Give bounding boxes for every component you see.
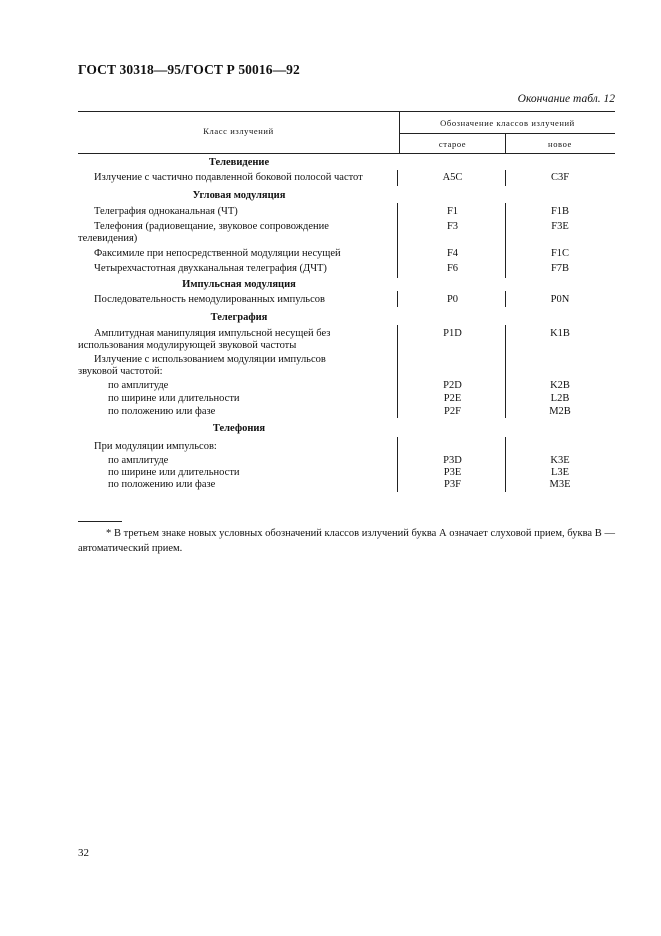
row-description: по ширине или длительности (108, 393, 240, 404)
col-separator (397, 170, 398, 186)
footnote: * В третьем знаке новых условных обозначений классов излучений буква А означает слуховой прием, буква В — автоматический прием. (78, 528, 615, 554)
row-old-code: P3E (443, 467, 462, 478)
row-description: Факсимиле при непосредственной модуляции несущей (94, 248, 341, 259)
row-description-line1: Излучение с использованием модуляции импульсов (94, 354, 326, 365)
row-old-code: P3D (443, 455, 462, 466)
row-description: по ширине или длительности (108, 467, 240, 478)
table-header-rule (78, 153, 615, 154)
row-description-line1: Телефония (радиовещание, звуковое сопровождение (94, 221, 329, 232)
row-description: по положению или фазе (108, 406, 216, 417)
row-description: по амплитуде (108, 455, 169, 466)
row-old-code: P1D (443, 328, 462, 339)
row-description-line2: телевидения) (78, 233, 138, 244)
row-old-code: P2D (443, 380, 462, 391)
row-new-code: P0N (550, 294, 570, 305)
section-heading-angle-modulation: Угловая модуляция (192, 190, 286, 201)
column-header-designation: Обозначение классов излучений (440, 118, 575, 128)
row-new-code: M3E (549, 479, 571, 490)
row-old-code: P2E (443, 393, 462, 404)
page-number: 32 (78, 847, 89, 859)
row-new-code: F7B (550, 263, 570, 274)
col-separator (397, 291, 398, 307)
row-new-code: M2B (549, 406, 571, 417)
row-description: Телеграфия одноканальная (ЧТ) (94, 206, 238, 217)
row-old-code: F1 (446, 206, 459, 217)
row-old-code: F4 (446, 248, 459, 259)
row-new-code: K2B (550, 380, 570, 391)
row-description-line2: использования модулирующей звуковой частоты (78, 340, 297, 351)
row-old-code: P0 (446, 294, 459, 305)
row-old-code: A5C (442, 172, 463, 183)
row-old-code: F3 (446, 221, 459, 232)
row-description: Излучение с частично подавленной боковой полосой частот (94, 172, 363, 183)
row-description-line1: Амплитудная манипуляция импульсной несущей без (94, 328, 331, 339)
row-description: Последовательность немодулированных импульсов (94, 294, 325, 305)
row-new-code: L3E (550, 467, 570, 478)
section-heading-telephony: Телефония (212, 423, 266, 434)
row-new-code: L2B (550, 393, 570, 404)
row-description-line2: звуковой частотой: (78, 366, 163, 377)
row-new-code: F3E (551, 221, 569, 232)
row-old-code: P2F (444, 406, 461, 417)
row-new-code: F1B (550, 206, 570, 217)
column-header-old: старое (438, 139, 467, 149)
header-subdivider (399, 133, 615, 134)
section-heading-pulse-modulation: Импульсная модуляция (182, 279, 296, 290)
row-description: по амплитуде (108, 380, 169, 391)
document-header: ГОСТ 30318—95/ГОСТ Р 50016—92 (78, 62, 300, 77)
section-heading-telegraphy: Телеграфия (210, 312, 268, 323)
row-old-code: F6 (446, 263, 459, 274)
row-description: При модуляции импульсов: (94, 441, 217, 452)
col-separator (397, 203, 398, 278)
row-new-code: K3E (550, 455, 570, 466)
column-header-new: новое (548, 139, 572, 149)
row-description: Четырехчастотная двухканальная телеграфия (ДЧТ) (94, 263, 327, 274)
table-caption: Окончание табл. 12 (517, 93, 615, 105)
section-heading-television: Телевидение (208, 157, 270, 168)
row-description: по положению или фазе (108, 479, 216, 490)
footnote-rule (78, 521, 122, 522)
row-new-code: C3F (550, 172, 570, 183)
table-top-rule (78, 111, 615, 112)
row-new-code: K1B (550, 328, 570, 339)
row-old-code: P3F (444, 479, 461, 490)
column-header-class: Класс излучений (203, 126, 274, 136)
row-new-code: F1C (550, 248, 570, 259)
